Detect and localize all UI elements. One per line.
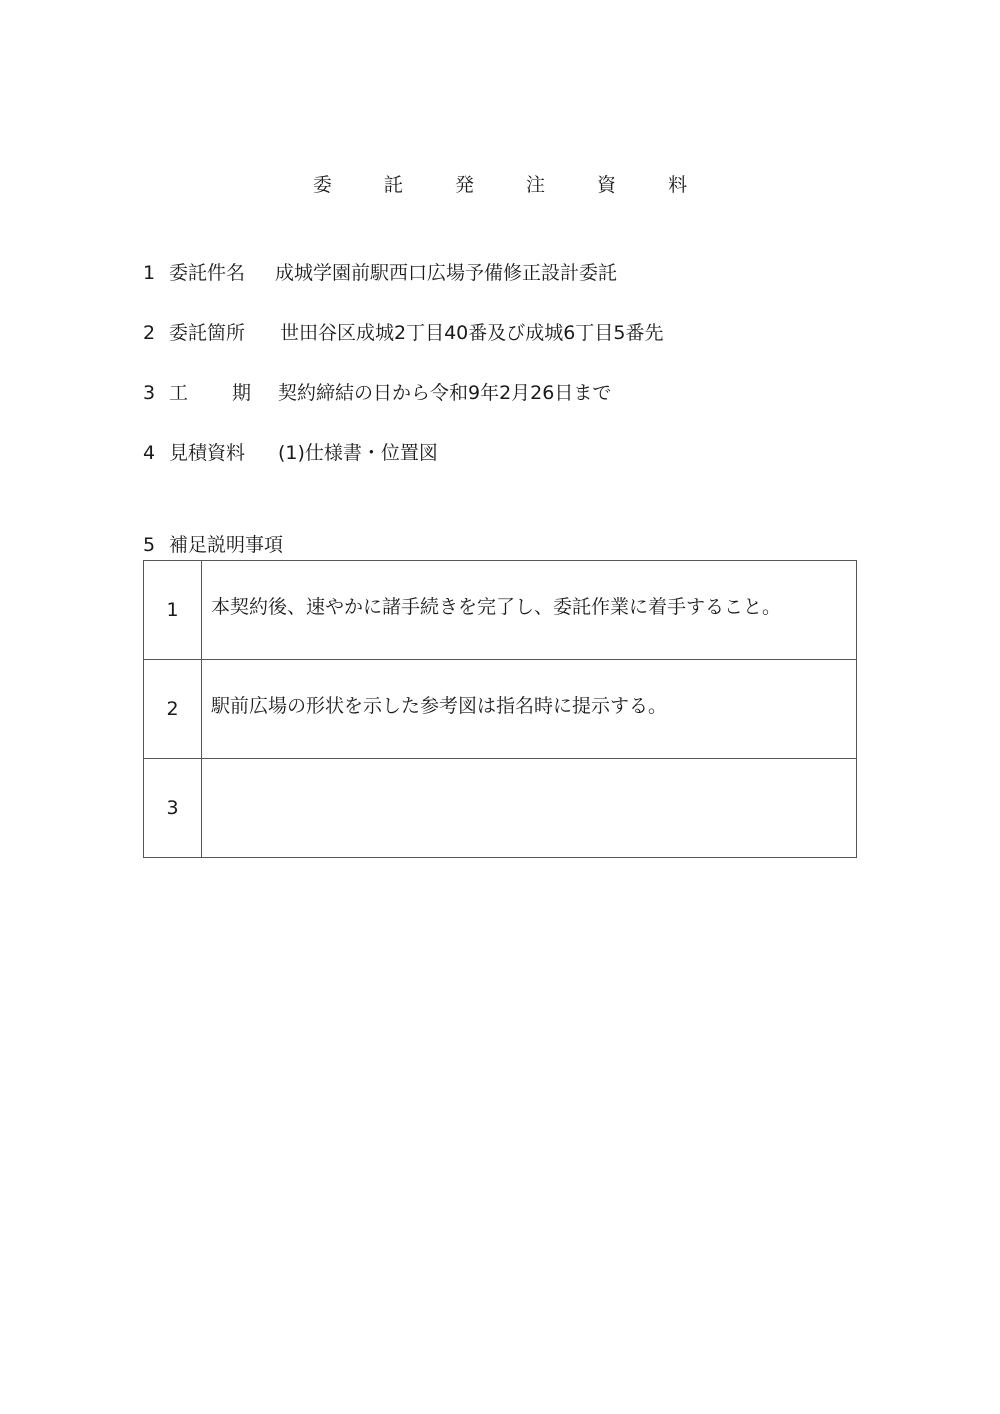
item-value: 世田谷区成城2丁目40番及び成城6丁目5番先 bbox=[280, 322, 664, 344]
item-number: 4 bbox=[143, 442, 156, 464]
note-number: 1 bbox=[144, 561, 202, 660]
item-value: 成城学園前駅西口広場予備修正設計委託 bbox=[275, 262, 618, 284]
item-label: 補足説明事項 bbox=[169, 534, 284, 556]
item-number: 1 bbox=[143, 262, 156, 284]
table-row bbox=[144, 759, 857, 858]
item-label: 委託箇所 bbox=[169, 322, 246, 344]
note-number: 3 bbox=[144, 759, 202, 858]
note-text: 駅前広場の形状を示した参考図は指名時に提示する。 bbox=[202, 660, 857, 759]
note-text: 本契約後、速やかに諸手続きを完了し、委託作業に着手すること。 bbox=[202, 561, 857, 660]
item-number: 2 bbox=[143, 322, 156, 344]
document-title: 委 託 発 注 資 料 bbox=[312, 174, 711, 196]
item-label-char: 工 bbox=[169, 382, 189, 404]
item-label bbox=[169, 378, 251, 408]
supplementary-notes-table bbox=[143, 560, 857, 858]
item-label: 見積資料 bbox=[169, 442, 246, 464]
note-number: 2 bbox=[144, 660, 202, 759]
item-number: 5 bbox=[143, 534, 156, 556]
item-value: (1)仕様書・位置図 bbox=[278, 442, 438, 464]
item-label-char: 期 bbox=[231, 382, 251, 404]
item-value: 契約締結の日から令和9年2月26日まで bbox=[278, 382, 612, 404]
note-text bbox=[202, 759, 857, 858]
table-row bbox=[144, 660, 857, 759]
table-row bbox=[144, 561, 857, 660]
item-label: 委託件名 bbox=[169, 262, 246, 284]
item-number: 3 bbox=[143, 382, 156, 404]
